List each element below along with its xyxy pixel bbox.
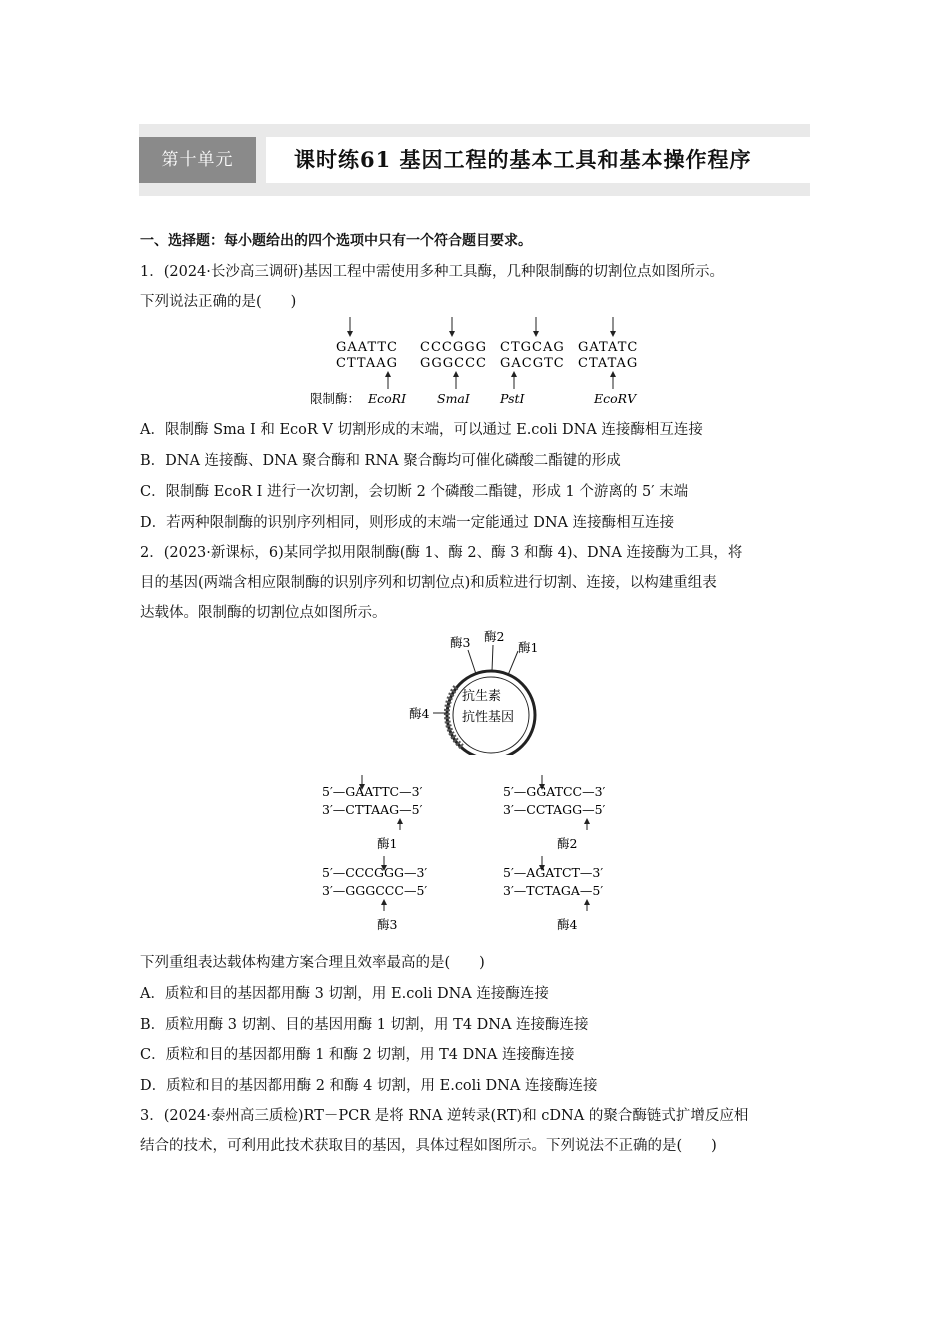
enzyme4-bottom-strand: 3′—TCTAGA—5′ [503, 883, 604, 898]
q2-option-a: A．质粒和目的基因都用酶 3 切割，用 E.coli DNA 连接酶连接 [140, 986, 549, 1002]
plasmid-diagram [400, 625, 560, 755]
enzyme4-name: 酶4 [557, 917, 578, 932]
plasmid-label-enzyme2: 酶2 [484, 629, 505, 644]
q2-stem-line3: 达载体。限制酶的切割位点如图所示。 [140, 605, 387, 621]
enzyme2-site-marker [492, 645, 493, 671]
enzyme3-bottom-strand: 3′—GGGCCC—5′ [322, 883, 428, 898]
q2-stem-line2: 目的基因(两端含相应限制酶的识别序列和切割位点)和质粒进行切割、连接，以构建重组表 [140, 575, 717, 591]
q1-bottom-seq: CTATAG [578, 356, 639, 371]
q3-stem-line2: 结合的技术，可利用此技术获取目的基因，具体过程如图所示。下列说法不正确的是( ) [140, 1138, 717, 1154]
plasmid-label-enzyme1: 酶1 [518, 640, 539, 655]
plasmid-gene-label-1: 抗生素 [462, 689, 502, 704]
title-box [266, 137, 810, 183]
q1-bottom-seq: GGGCCC [420, 356, 487, 371]
enzyme-sites-figure [310, 772, 650, 937]
q1-option-a: A．限制酶 Sma Ⅰ 和 EcoR V 切割形成的末端，可以通过 E.coli DNA 连接酶相互连接 [140, 422, 703, 438]
enzyme3-name: 酶3 [377, 917, 398, 932]
page-title: 课时练61 基因工程的基本工具和基本操作程序 [294, 147, 752, 172]
q1-bottom-seq: GACGTC [500, 356, 565, 371]
section-heading: 一、选择题：每小题给出的四个选项中只有一个符合题目要求。 [140, 233, 532, 249]
enzyme2-bottom-strand: 3′—CCTAGG—5′ [503, 802, 606, 817]
q1-stem-line1: 1．(2024·长沙高三调研)基因工程中需使用多种工具酶，几种限制酶的切割位点如图所示。 [140, 264, 725, 280]
enzyme3-top-strand: 5′—CCCGGG—3′ [322, 865, 428, 880]
enzyme1-site-marker [508, 651, 518, 675]
q1-enzyme-label-prefix: 限制酶： [310, 391, 361, 406]
q1-top-seq: CCCGGG [420, 340, 487, 355]
enzyme1-name: 酶1 [377, 836, 398, 851]
q1-option-c: C．限制酶 EcoR Ⅰ 进行一次切割，会切断 2 个磷酸二酯键，形成 1 个游离的 5′ 末端 [140, 484, 689, 500]
q1-enzyme-label: SmaⅠ [437, 391, 470, 406]
q1-option-d: D．若两种限制酶的识别序列相同，则形成的末端一定能通过 DNA 连接酶相互连接 [140, 515, 675, 531]
plasmid-gene-label-2: 抗性基因 [462, 710, 515, 725]
q1-enzyme-label: EcoRⅠ [368, 391, 407, 406]
q1-enzyme-label: EcoRⅤ [594, 391, 637, 406]
q2-stem-line1: 2．(2023·新课标，6)某同学拟用限制酶(酶 1、酶 2、酶 3 和酶 4)、DNA 连接酶为工具，将 [140, 545, 743, 561]
enzyme3-site-marker [468, 650, 476, 674]
enzyme2-name: 酶2 [557, 836, 578, 851]
q2-option-c: C．质粒和目的基因都用酶 1 和酶 2 切割，用 T4 DNA 连接酶连接 [140, 1047, 575, 1063]
q1-top-seq: CTGCAG [500, 340, 565, 355]
enzyme2-top-strand: 5′—GGATCC—3′ [503, 784, 606, 799]
q1-option-b: B．DNA 连接酶、DNA 聚合酶和 RNA 聚合酶均可催化磷酸二酯键的形成 [140, 453, 621, 469]
enzyme1-top-strand: 5′—GAATTC—3′ [322, 784, 423, 799]
plasmid-label-enzyme3: 酶3 [450, 635, 471, 650]
q1-restriction-sites-figure [300, 315, 660, 410]
q3-stem-line1: 3．(2024·泰州高三质检)RT－PCR 是将 RNA 逆转录(RT)和 cDNA 的聚合酶链式扩增反应相 [140, 1108, 749, 1124]
q1-stem-line2: 下列说法正确的是( ) [140, 294, 297, 310]
q1-enzyme-label: PstⅠ [500, 391, 525, 406]
q2-question: 下列重组表达载体构建方案合理且效率最高的是( ) [140, 955, 485, 971]
unit-header [139, 124, 810, 196]
q1-bottom-seq: CTTAAG [336, 356, 398, 371]
q2-option-b: B．质粒用酶 3 切割、目的基因用酶 1 切割，用 T4 DNA 连接酶连接 [140, 1017, 589, 1033]
enzyme1-bottom-strand: 3′—CTTAAG—5′ [322, 802, 423, 817]
q1-top-seq: GATATC [578, 340, 639, 355]
unit-label: 第十单元 [139, 137, 256, 183]
plasmid-label-enzyme4: 酶4 [409, 706, 430, 721]
q1-top-seq: GAATTC [336, 340, 398, 355]
enzyme4-top-strand: 5′—AGATCT—3′ [503, 865, 604, 880]
q2-option-d: D．质粒和目的基因都用酶 2 和酶 4 切割，用 E.coli DNA 连接酶连接 [140, 1078, 598, 1094]
